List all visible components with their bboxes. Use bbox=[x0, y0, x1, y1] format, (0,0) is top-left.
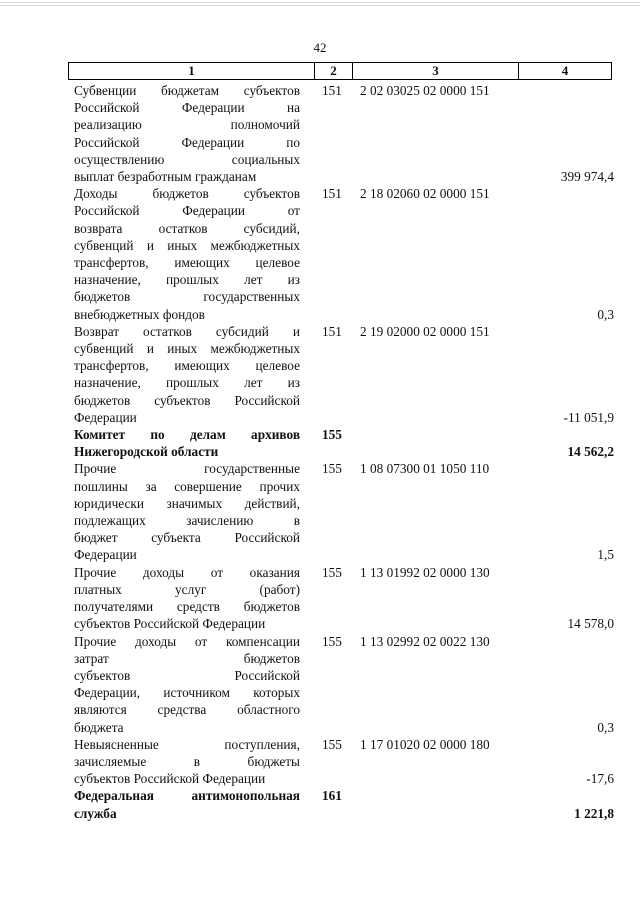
description-line: являются средства областного bbox=[74, 702, 300, 718]
row-admin-code: 161 bbox=[322, 788, 342, 804]
row-description bbox=[74, 426, 300, 460]
row-amount-cell bbox=[510, 564, 614, 633]
row-amount: 1 221,8 bbox=[574, 805, 614, 821]
row-admin-code: 155 bbox=[322, 633, 342, 649]
table-body bbox=[74, 82, 614, 822]
description-line: бюджета bbox=[74, 719, 124, 735]
description-line: Возврат остатков субсидий и bbox=[74, 323, 300, 339]
row-amount: 0,3 bbox=[597, 306, 614, 322]
description-line: субвенций и иных межбюджетных bbox=[74, 341, 300, 357]
row-amount: 14 578,0 bbox=[567, 616, 614, 632]
description-line: Прочие доходы от компенсации bbox=[74, 633, 300, 649]
table-row bbox=[74, 185, 614, 323]
row-admin-code: 151 bbox=[322, 323, 342, 339]
row-amount-cell bbox=[510, 82, 614, 185]
row-description bbox=[74, 82, 300, 185]
row-amount-cell bbox=[510, 736, 614, 788]
scan-edge-line bbox=[0, 2, 640, 3]
description-line: платных услуг (работ) bbox=[74, 581, 300, 597]
row-amount-cell bbox=[510, 460, 614, 563]
row-amount-cell bbox=[510, 426, 614, 460]
row-budget-code: 1 08 07300 01 1050 110 bbox=[360, 461, 490, 477]
scan-edge-line bbox=[0, 5, 640, 6]
description-line: Доходы бюджетов субъектов bbox=[74, 186, 300, 202]
description-line: выплат безработным гражданам bbox=[74, 169, 257, 185]
description-line: Федеральная антимонопольная bbox=[74, 788, 300, 804]
description-line: бюджетов государственных bbox=[74, 289, 300, 305]
row-admin-code: 155 bbox=[322, 427, 342, 443]
description-line: Российской Федерации по bbox=[74, 134, 300, 150]
description-line: Прочие государственные bbox=[74, 461, 300, 477]
header-col-3: 3 bbox=[353, 63, 519, 79]
row-budget-code bbox=[360, 787, 510, 821]
table-row bbox=[74, 460, 614, 563]
row-amount-cell bbox=[510, 787, 614, 821]
description-line: Российской Федерации на bbox=[74, 100, 300, 116]
row-description bbox=[74, 323, 300, 426]
header-col-1: 1 bbox=[69, 63, 315, 79]
table-row bbox=[74, 564, 614, 633]
row-amount: 14 562,2 bbox=[567, 444, 614, 460]
table-row bbox=[74, 323, 614, 426]
description-line: затрат бюджетов bbox=[74, 650, 300, 666]
row-amount: -11 051,9 bbox=[563, 409, 614, 425]
description-line: трансфертов, имеющих целевое bbox=[74, 255, 300, 271]
row-budget-code: 1 17 01020 02 0000 180 bbox=[360, 736, 490, 752]
row-budget-code: 1 13 01992 02 0000 130 bbox=[360, 564, 490, 580]
table-row bbox=[74, 82, 614, 185]
row-budget-code bbox=[360, 426, 510, 460]
row-description bbox=[74, 787, 300, 821]
row-amount: 0,3 bbox=[597, 719, 614, 735]
table-row bbox=[74, 633, 614, 736]
description-line: осуществлению социальных bbox=[74, 151, 300, 167]
description-line: субъектов Российской bbox=[74, 667, 300, 683]
description-line: получателями средств бюджетов bbox=[74, 599, 300, 615]
header-col-2: 2 bbox=[315, 63, 353, 79]
row-amount-cell bbox=[510, 185, 614, 323]
row-amount: -17,6 bbox=[586, 771, 614, 787]
row-description bbox=[74, 736, 300, 788]
row-admin-code: 151 bbox=[322, 186, 342, 202]
row-description bbox=[74, 564, 300, 633]
description-line: Субвенции бюджетам субъектов bbox=[74, 83, 300, 98]
description-line: Российской Федерации от bbox=[74, 203, 300, 219]
row-budget-code: 2 02 03025 02 0000 151 bbox=[360, 83, 490, 98]
row-description bbox=[74, 633, 300, 736]
description-line: служба bbox=[74, 805, 117, 821]
description-line: возврата остатков субсидий, bbox=[74, 220, 300, 236]
table-row bbox=[74, 787, 614, 821]
description-line: пошлины за совершение прочих bbox=[74, 478, 300, 494]
row-amount: 399 974,4 bbox=[560, 169, 614, 185]
description-line: подлежащих зачислению в bbox=[74, 513, 300, 529]
description-line: юридически значимых действий, bbox=[74, 495, 300, 511]
description-line: Невыясненные поступления, bbox=[74, 736, 300, 752]
table-row bbox=[74, 426, 614, 460]
description-line: Прочие доходы от оказания bbox=[74, 564, 300, 580]
description-line: субъектов Российской Федерации bbox=[74, 616, 266, 632]
row-admin-code: 155 bbox=[322, 461, 342, 477]
row-amount-cell bbox=[510, 633, 614, 736]
description-line: Нижегородской области bbox=[74, 444, 219, 460]
description-line: трансфертов, имеющих целевое bbox=[74, 358, 300, 374]
row-admin-code: 155 bbox=[322, 736, 342, 752]
description-line: субвенций и иных межбюджетных bbox=[74, 237, 300, 253]
description-line: субъектов Российской Федерации bbox=[74, 771, 266, 787]
description-line: Федерации, источником которых bbox=[74, 685, 300, 701]
row-description bbox=[74, 185, 300, 323]
description-line: Комитет по делам архивов bbox=[74, 427, 300, 443]
row-budget-code: 1 13 02992 02 0022 130 bbox=[360, 633, 490, 649]
row-budget-code: 2 18 02060 02 0000 151 bbox=[360, 186, 490, 202]
table-header bbox=[68, 62, 612, 80]
description-line: бюджет субъекта Российской bbox=[74, 530, 300, 546]
row-admin-code: 155 bbox=[322, 564, 342, 580]
table-row bbox=[74, 736, 614, 788]
row-budget-code: 2 19 02000 02 0000 151 bbox=[360, 323, 490, 339]
description-line: Федерации bbox=[74, 409, 137, 425]
description-line: реализацию полномочий bbox=[74, 117, 300, 133]
row-amount-cell bbox=[510, 323, 614, 426]
description-line: зачисляемые в бюджеты bbox=[74, 753, 300, 769]
row-amount: 1,5 bbox=[597, 547, 614, 563]
description-line: внебюджетных фондов bbox=[74, 306, 205, 322]
description-line: назначение, прошлых лет из bbox=[74, 272, 300, 288]
page-number: 42 bbox=[313, 40, 327, 55]
description-line: Федерации bbox=[74, 547, 137, 563]
row-description bbox=[74, 460, 300, 563]
description-line: бюджетов субъектов Российской bbox=[74, 392, 300, 408]
row-admin-code: 151 bbox=[322, 83, 342, 98]
header-col-4: 4 bbox=[561, 63, 569, 78]
description-line: назначение, прошлых лет из bbox=[74, 375, 300, 391]
